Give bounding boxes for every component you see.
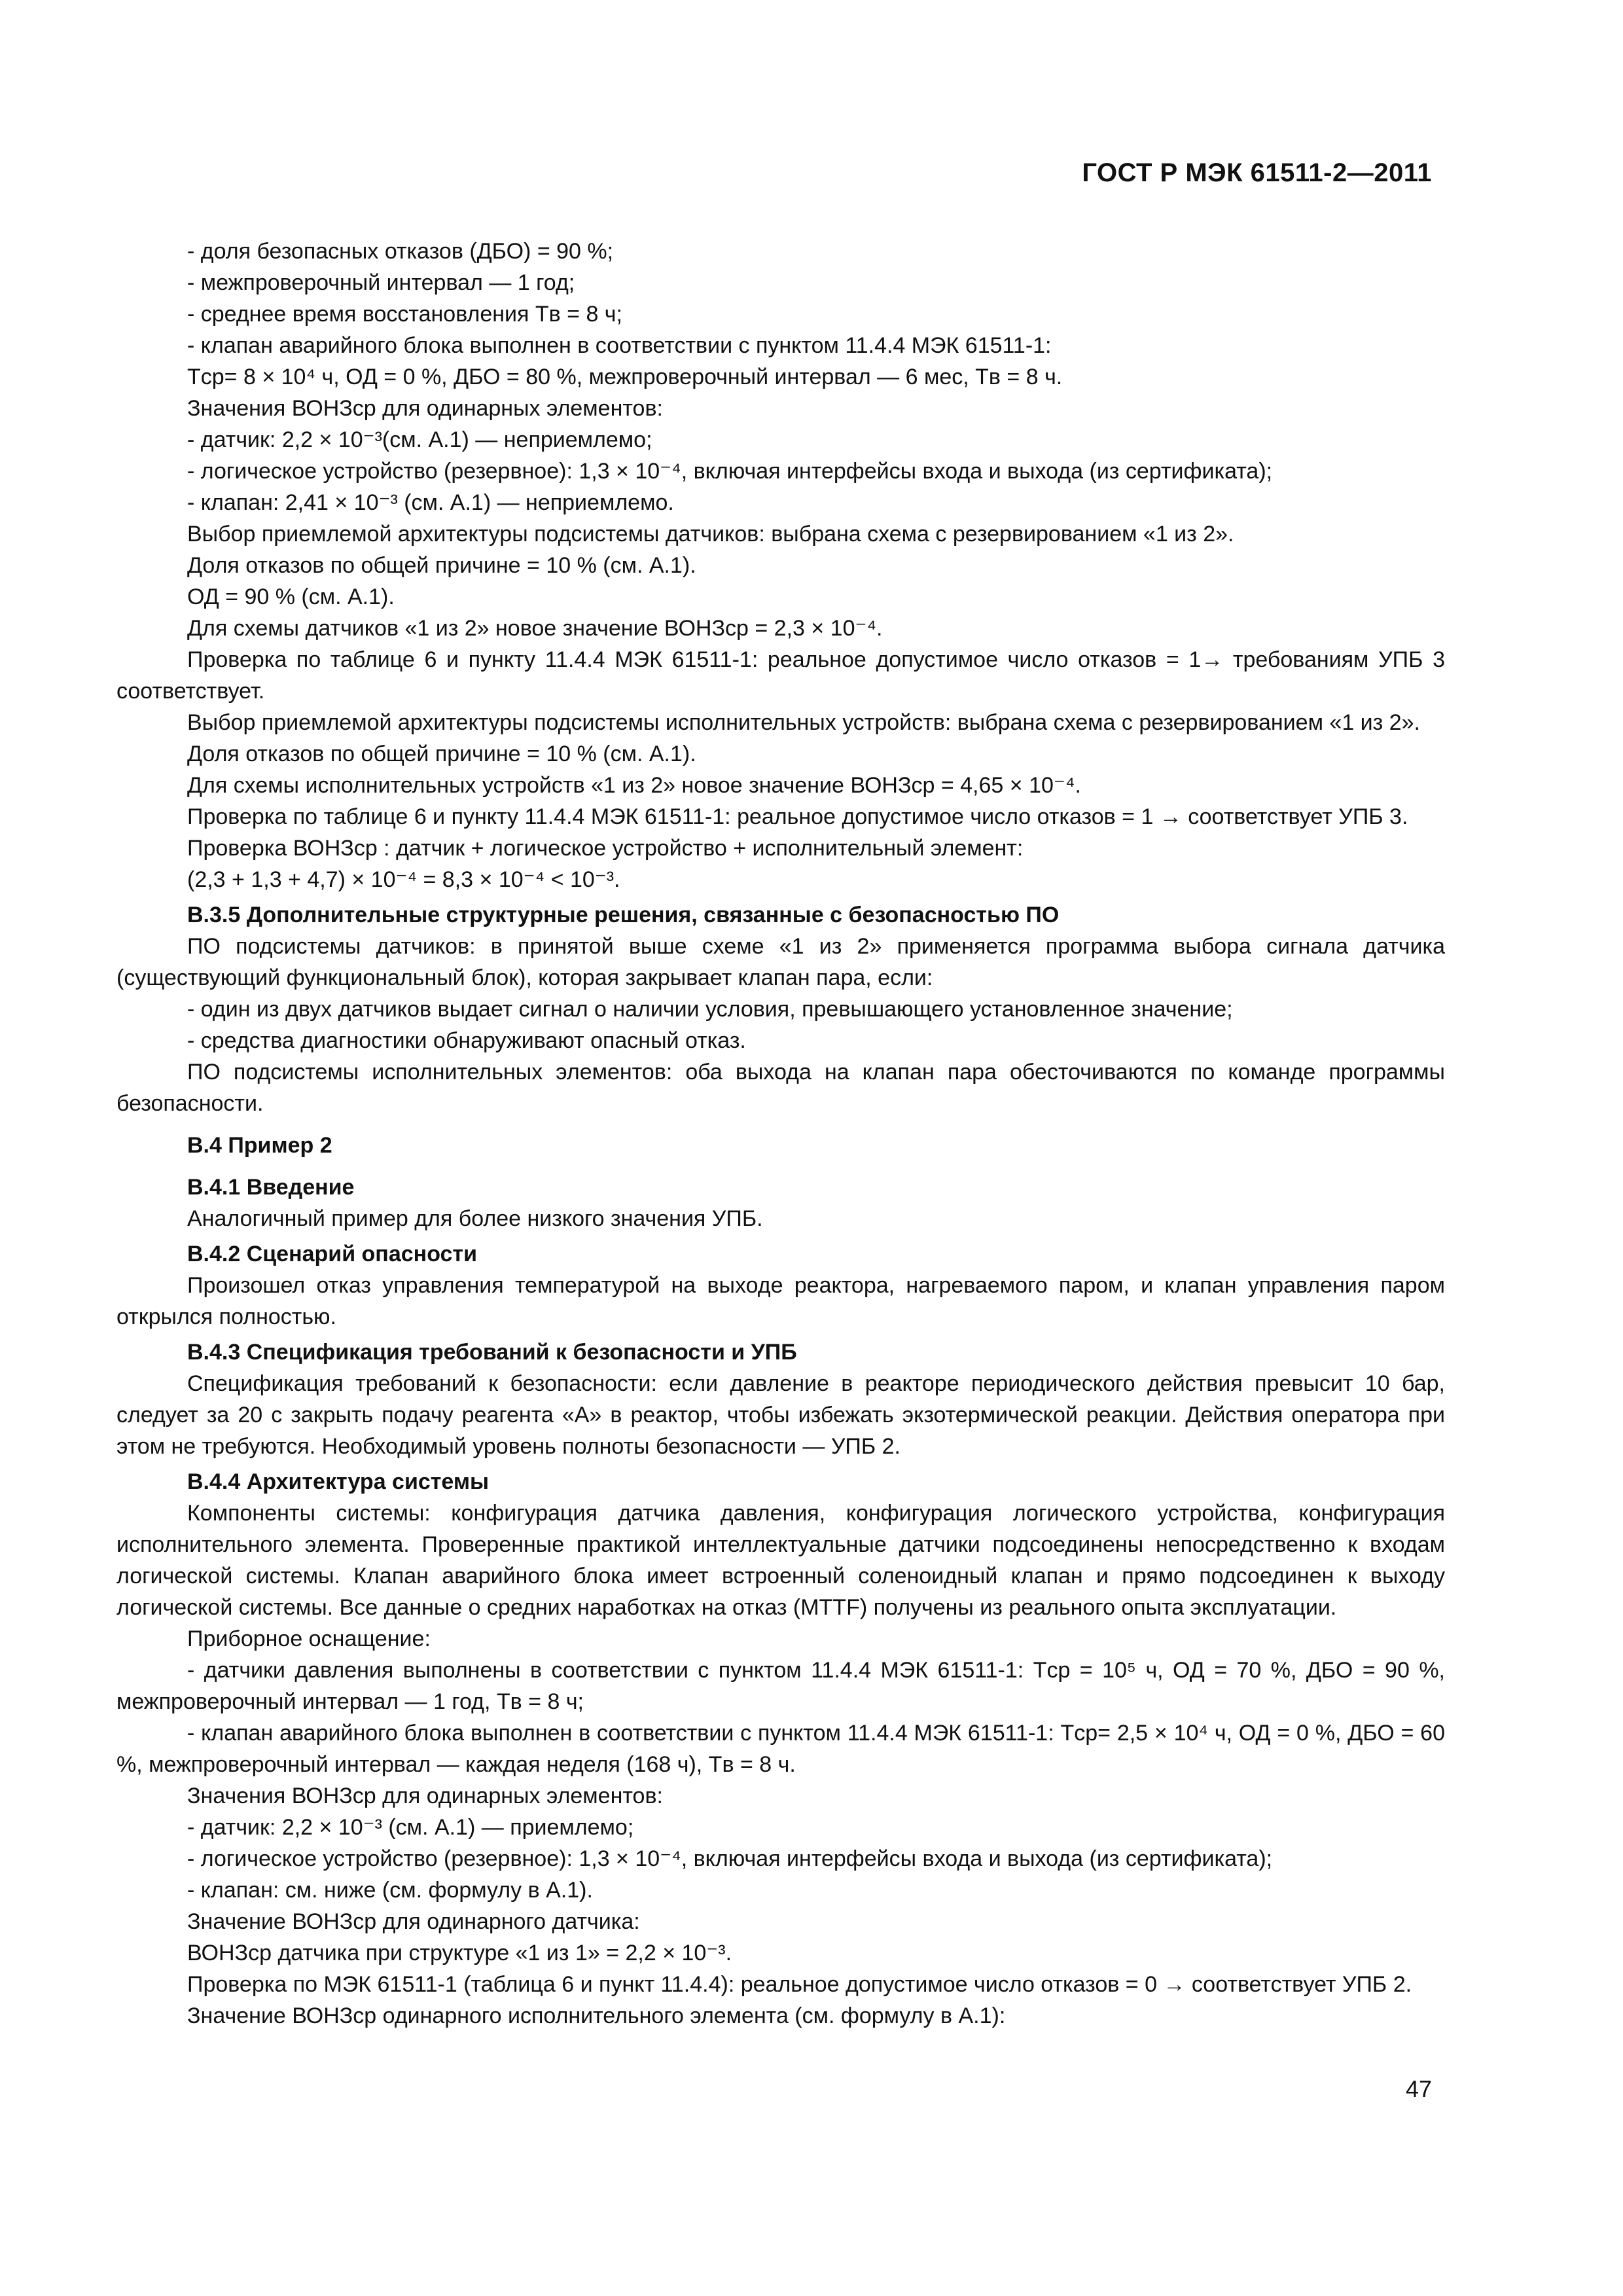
- paragraph: Аналогичный пример для более низкого значения УПБ.: [187, 1206, 763, 1231]
- list-item: - среднее время восстановления Tв = 8 ч;: [187, 302, 622, 327]
- paragraph: Значения ВОНЗср для одинарных элементов:: [187, 396, 663, 421]
- paragraph: Для схемы исполнительных устройств «1 из 2» новое значение ВОНЗср = 4,65 × 10⁻⁴.: [187, 773, 1081, 798]
- paragraph: Значение ВОНЗср одинарного исполнительного элемента (см. формулу в А.1):: [187, 2003, 1006, 2028]
- list-item: - клапан: 2,41 × 10⁻³ (см. А.1) — неприемлемо.: [187, 490, 674, 515]
- list-item: - клапан: см. ниже (см. формулу в А.1).: [187, 1878, 593, 1903]
- document-body: [116, 236, 1445, 2032]
- paragraph: Значения ВОНЗср для одинарных элементов:: [187, 1784, 663, 1808]
- section-heading: В.4 Пример 2: [187, 1133, 332, 1158]
- list-item: - датчики давления выполнены в соответствии с пунктом 11.4.4 МЭК 61511-1: Tср = 10⁵ ч, ОД = 70 %, ДБО = 90 %, межпроверочный интервал — 1 год, Tв = 8 ч;: [116, 1658, 1445, 1714]
- paragraph: Проверка по таблице 6 и пункту 11.4.4 МЭК 61511-1: реальное допустимое число отказов = 1→ требованиям УПБ 3 соответствует.: [116, 647, 1445, 704]
- section-heading: В.4.1 Введение: [187, 1175, 355, 1200]
- paragraph: Приборное оснащение:: [187, 1626, 431, 1651]
- list-item: - датчик: 2,2 × 10⁻³ (см. А.1) — приемлемо;: [187, 1815, 634, 1840]
- list-item: - логическое устройство (резервное): 1,3 × 10⁻⁴, включая интерфейсы входа и выхода (из сертификата);: [187, 459, 1273, 484]
- paragraph: Доля отказов по общей причине = 10 % (см. А.1).: [187, 553, 696, 578]
- paragraph: ОД = 90 % (см. А.1).: [187, 584, 395, 609]
- paragraph: ВОНЗср датчика при структуре «1 из 1» = 2,2 × 10⁻³.: [187, 1941, 732, 1965]
- list-item: - клапан аварийного блока выполнен в соответствии с пунктом 11.4.4 МЭК 61511-1: Tср= 2,5 × 10⁴ ч, ОД = 0 %, ДБО = 60 %, межпроверочный интервал — каждая неделя (168 ч), Tв = 8 ч.: [116, 1721, 1445, 1777]
- spacer: [116, 1161, 1445, 1168]
- paragraph: Значение ВОНЗср для одинарного датчика:: [187, 1909, 640, 1934]
- list-item: - датчик: 2,2 × 10⁻³(см. А.1) — неприемлемо;: [187, 427, 652, 452]
- paragraph: Tср= 8 × 10⁴ ч, ОД = 0 %, ДБО = 80 %, межпроверочный интервал — 6 мес, Tв = 8 ч.: [187, 365, 1063, 389]
- paragraph: ПО подсистемы датчиков: в принятой выше схеме «1 из 2» применяется программа выбора сигнала датчика (существующий функциональный блок), которая закрывает клапан пара, если:: [116, 934, 1445, 990]
- section-heading: В.4.2 Сценарий опасности: [187, 1242, 477, 1266]
- list-item: - один из двух датчиков выдает сигнал о наличии условия, превышающего установленное значение;: [187, 997, 1233, 1022]
- paragraph: Выбор приемлемой архитектуры подсистемы датчиков: выбрана схема с резервированием «1 из 2».: [187, 522, 1234, 547]
- spacer: [116, 1119, 1445, 1126]
- paragraph: Проверка по МЭК 61511-1 (таблица 6 и пункт 11.4.4): реальное допустимое число отказов = 0 → соответствует УПБ 2.: [187, 1972, 1412, 1997]
- paragraph: Компоненты системы: конфигурация датчика давления, конфигурация логического устройства, конфигурация исполнительного элемента. Проверенные практикой интеллектуальные датчики подсоединены непосредственно к входам логической системы. Клапан аварийного блока имеет встроенный соленоидный клапан и прямо подсоединен к выходу логической системы. Все данные о средних наработках на отказ (MTTF) получены из реального опыта эксплуатации.: [116, 1501, 1445, 1620]
- paragraph: Для схемы датчиков «1 из 2» новое значение ВОНЗср = 2,3 × 10⁻⁴.: [187, 616, 883, 641]
- page-number: 47: [1405, 2075, 1432, 2102]
- list-item: - средства диагностики обнаруживают опасный отказ.: [187, 1028, 746, 1053]
- paragraph: Проверка по таблице 6 и пункту 11.4.4 МЭК 61511-1: реальное допустимое число отказов = 1 → соответствует УПБ 3.: [187, 804, 1408, 829]
- list-item: - межпроверочный интервал — 1 год;: [187, 270, 575, 295]
- paragraph: Проверка ВОНЗср : датчик + логическое устройство + исполнительный элемент:: [187, 836, 1024, 861]
- list-item: - логическое устройство (резервное): 1,3 × 10⁻⁴, включая интерфейсы входа и выхода (из сертификата);: [187, 1846, 1273, 1871]
- section-heading: В.4.3 Спецификация требований к безопасности и УПБ: [187, 1340, 797, 1365]
- paragraph: Произошел отказ управления температурой на выходе реактора, нагреваемого паром, и клапан управления паром открылся полностью.: [116, 1273, 1445, 1329]
- paragraph: ПО подсистемы исполнительных элементов: оба выхода на клапан пара обесточиваются по команде программы безопасности.: [116, 1060, 1445, 1116]
- formula-line: (2,3 + 1,3 + 4,7) × 10⁻⁴ = 8,3 × 10⁻⁴ < 10⁻³.: [187, 867, 620, 892]
- list-item: - клапан аварийного блока выполнен в соответствии с пунктом 11.4.4 МЭК 61511-1:: [187, 333, 1052, 358]
- paragraph: Выбор приемлемой архитектуры подсистемы исполнительных устройств: выбрана схема с резервированием «1 из 2».: [187, 710, 1420, 735]
- standard-header: ГОСТ Р МЭК 61511-2—2011: [1082, 158, 1432, 187]
- section-heading: В.4.4 Архитектура системы: [187, 1469, 490, 1494]
- list-item: - доля безопасных отказов (ДБО) = 90 %;: [187, 239, 614, 264]
- section-heading: В.3.5 Дополнительные структурные решения, связанные с безопасностью ПО: [187, 903, 1060, 927]
- paragraph: Спецификация требований к безопасности: если давление в реакторе периодического действия превысит 10 бар, следует за 20 с закрыть подачу реагента «А» в реактор, чтобы избежать экзотермической реакции. Действия оператора при этом не требуются. Необходимый уровень полноты безопасности — УПБ 2.: [116, 1371, 1445, 1459]
- paragraph: Доля отказов по общей причине = 10 % (см. А.1).: [187, 742, 696, 766]
